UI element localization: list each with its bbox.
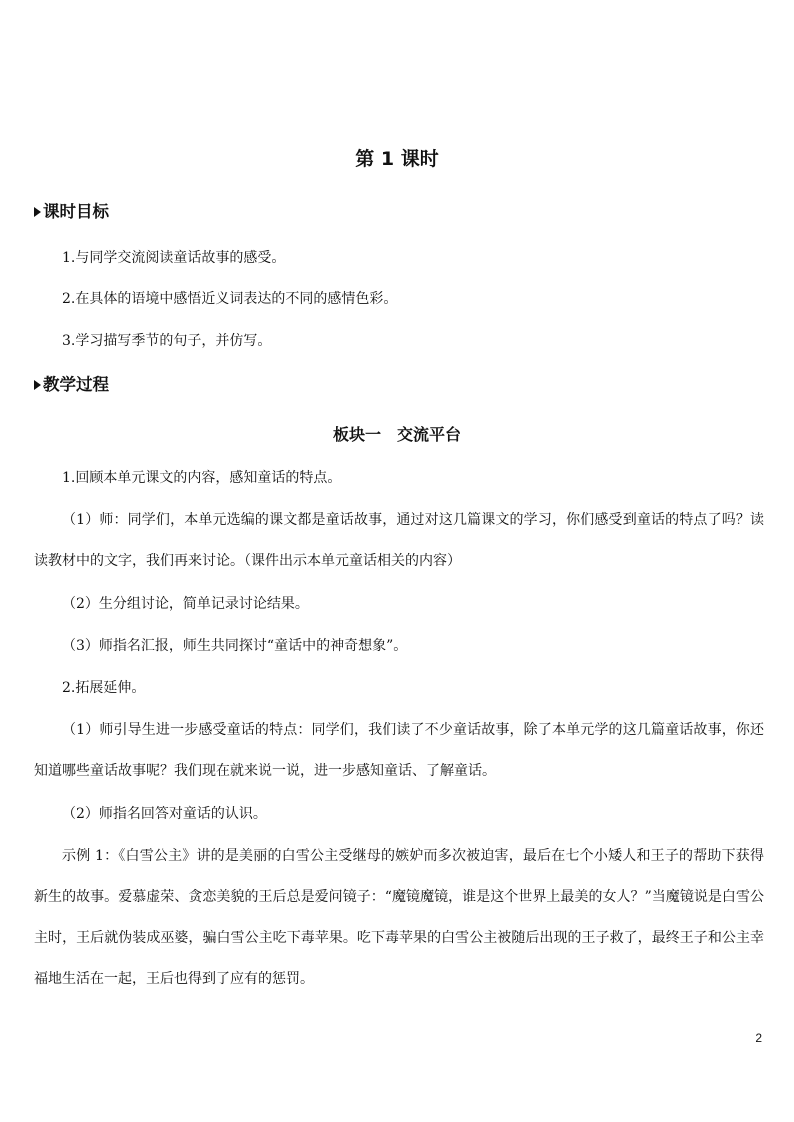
process-heading-text: 教学过程 <box>43 375 109 394</box>
objectives-heading <box>34 200 109 224</box>
page-number: 2 <box>755 1031 762 1045</box>
objectives-heading-text: 课时目标 <box>43 202 109 221</box>
process-paragraph: （2）师指名回答对童话的认识。 <box>62 806 267 822</box>
block-title: 板块一 交流平台 <box>332 425 461 444</box>
process-paragraph: 示例 1：《白雪公主》讲的是美丽的白雪公主受继母的嫉妒而多次被迫害，最后在七个小矮人和王子的帮助下获得新生的故事。爱慕虚荣、贪恋美貌的王后总是爱问镜子：“魔镜魔镜，谁是这个世界上最美的女人？”当魔镜说是白雪公主时，王后就伪装成巫婆，骗白雪公主吃下毒苹果。吃下毒苹果的白雪公主被随后出现的王子救了，最终王子和公主幸福地生活在一起，王后也得到了应有的惩罚。 <box>34 848 764 987</box>
process-paragraph: （1）师引导生进一步感受童话的特点：同学们，我们读了不少童话故事，除了本单元学的这几篇童话故事，你还知道哪些童话故事呢？我们现在就来说一说，进一步感知童话、了解童话。 <box>34 722 764 779</box>
objective-item: 3.学习描写季节的句子，并仿写。 <box>62 333 272 349</box>
process-paragraph: 2.拓展延伸。 <box>62 680 146 696</box>
triangle-bullet-icon <box>34 207 41 217</box>
objective-item: 1.与同学交流阅读童话故事的感受。 <box>62 250 286 266</box>
lesson-title: 第 1 课时 <box>355 148 439 170</box>
triangle-bullet-icon <box>34 380 41 390</box>
process-paragraph: 1.回顾本单元课文的内容，感知童话的特点。 <box>62 470 342 486</box>
process-heading <box>34 373 109 397</box>
process-paragraph: （2）生分组讨论，简单记录讨论结果。 <box>62 596 309 612</box>
objective-item: 2.在具体的语境中感悟近义词表达的不同的感情色彩。 <box>62 291 398 307</box>
process-paragraph: （1）师：同学们，本单元选编的课文都是童话故事，通过对这几篇课文的学习，你们感受到童话的特点了吗？读读教材中的文字，我们再来讨论。（课件出示本单元童话相关的内容） <box>34 512 764 569</box>
process-paragraph: （3）师指名汇报，师生共同探讨“童话中的神奇想象”。 <box>62 638 408 654</box>
